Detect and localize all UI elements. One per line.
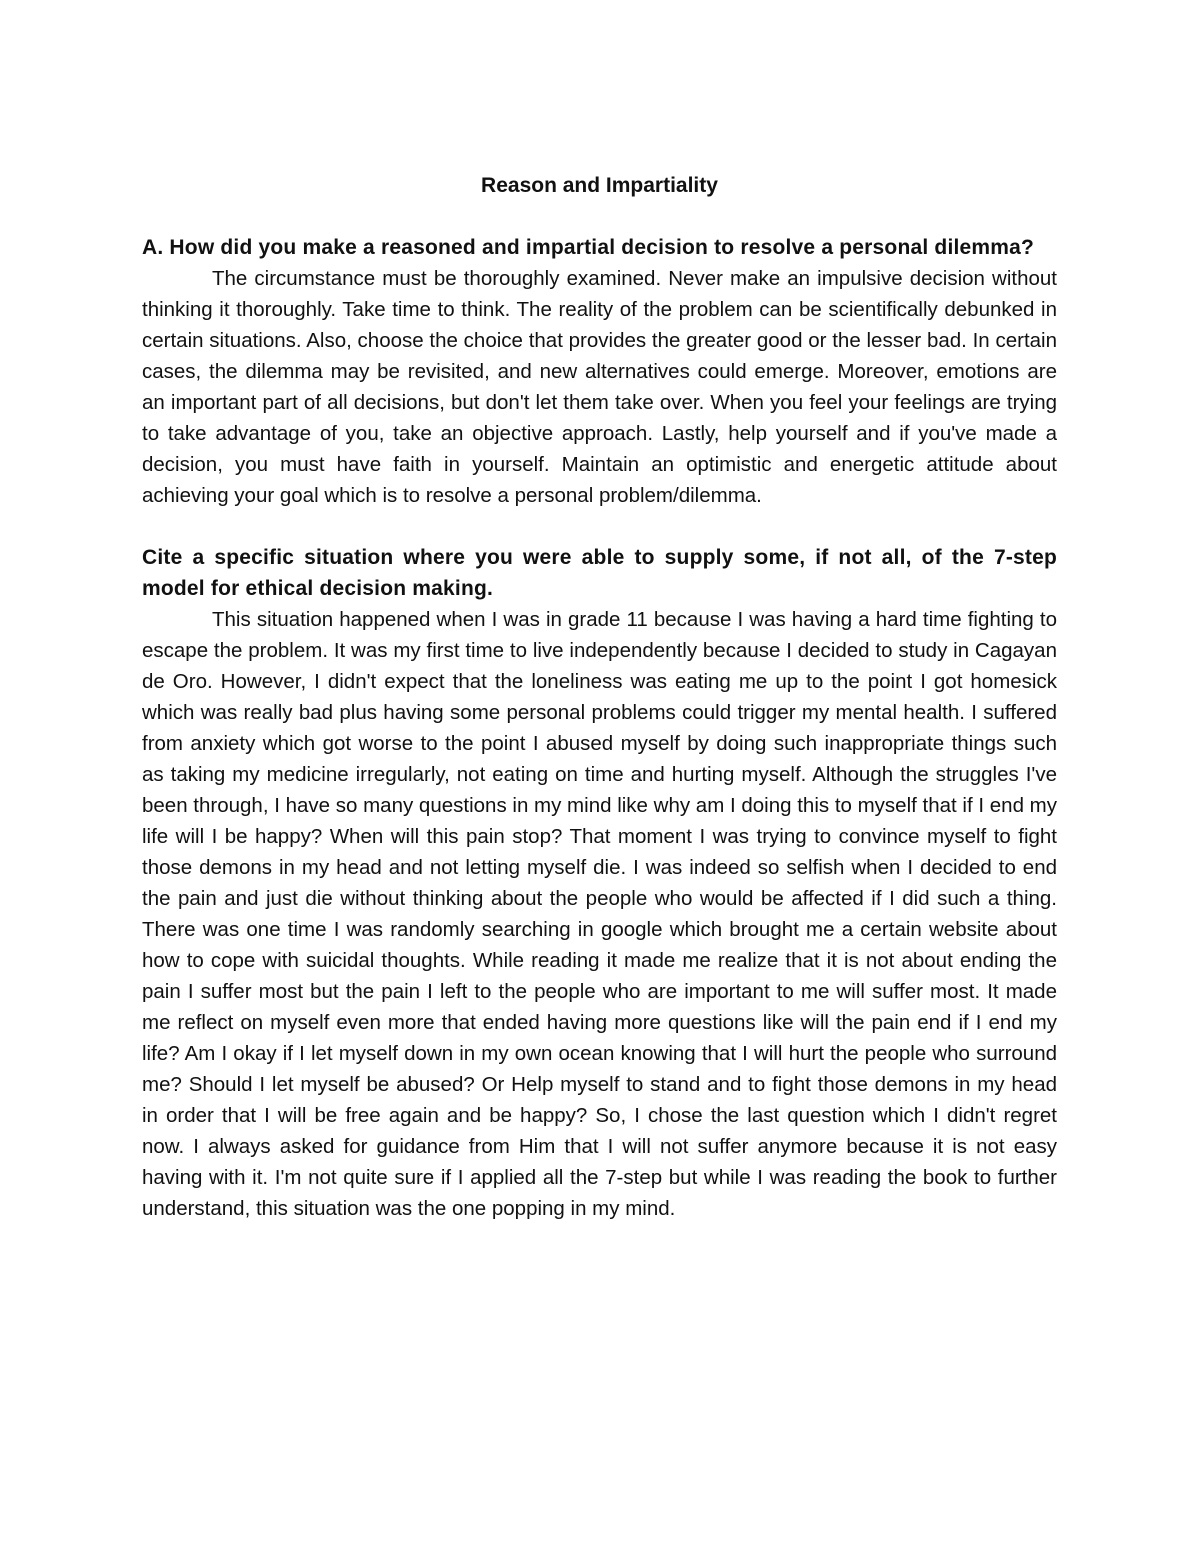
document-page [142, 170, 1057, 1224]
document-title: Reason and Impartiality [481, 174, 718, 197]
question-b: Cite a specific situation where you were able to supply some, if not all, of the 7-step model for ethical decision making. [142, 546, 1057, 600]
answer-a: The circumstance must be thoroughly examined. Never make an impulsive decision without thinking it thoroughly. Take time to think. The reality of the problem can be scientifically debunked in certain situations. Also, choose the choice that provides the greater good or the lesser bad. In certain cases, the dilemma may be revisited, and new alternatives could emerge. Moreover, emotions are an important part of all decisions, but don't let them take over. When you feel your feelings are trying to take advantage of you, take an objective approach. Lastly, help yourself and if you've made a decision, you must have faith in yourself. Maintain an optimistic and energetic attitude about achieving your goal which is to resolve a personal problem/dilemma. [142, 267, 1057, 507]
section-spacer [142, 511, 1057, 542]
question-a: A. How did you make a reasoned and impartial decision to resolve a personal dilemma? [142, 236, 1035, 259]
answer-b: This situation happened when I was in grade 11 because I was having a hard time fighting to escape the problem. It was my first time to live independently because I decided to study in Cagayan de Oro. However, I didn't expect that the loneliness was eating me up to the point I got homesick which was really bad plus having some personal problems could trigger my mental health. I suffered from anxiety which got worse to the point I abused myself by doing such inappropriate things such as taking my medicine irregularly, not eating on time and hurting myself. Although the struggles I've been through, I have so many questions in my mind like why am I doing this to myself that if I end my life will I be happy? When will this pain stop? That moment I was trying to convince myself to fight those demons in my head and not letting myself die. I was indeed so selfish when I decided to end the pain and just die without thinking about the people who would be affected if I did such a thing. There was one time I was randomly searching in google which brought me a certain website about how to cope with suicidal thoughts. While reading it made me realize that it is not about ending the pain I suffer most but the pain I left to the people who are important to me will suffer most. It made me reflect on myself even more that ended having more questions like will the pain end if I end my life? Am I okay if I let myself down in my own ocean knowing that I will hurt the people who surround me? Should I let myself be abused? Or Help myself to stand and to fight those demons in my head in order that I will be free again and be happy? So, I chose the last question which I didn't regret now. I always asked for guidance from Him that I will not suffer anymore because it is not easy having with it. I'm not quite sure if I applied all the 7-step but while I was reading the book to further understand, this situation was the one popping in my mind. [142, 608, 1057, 1220]
